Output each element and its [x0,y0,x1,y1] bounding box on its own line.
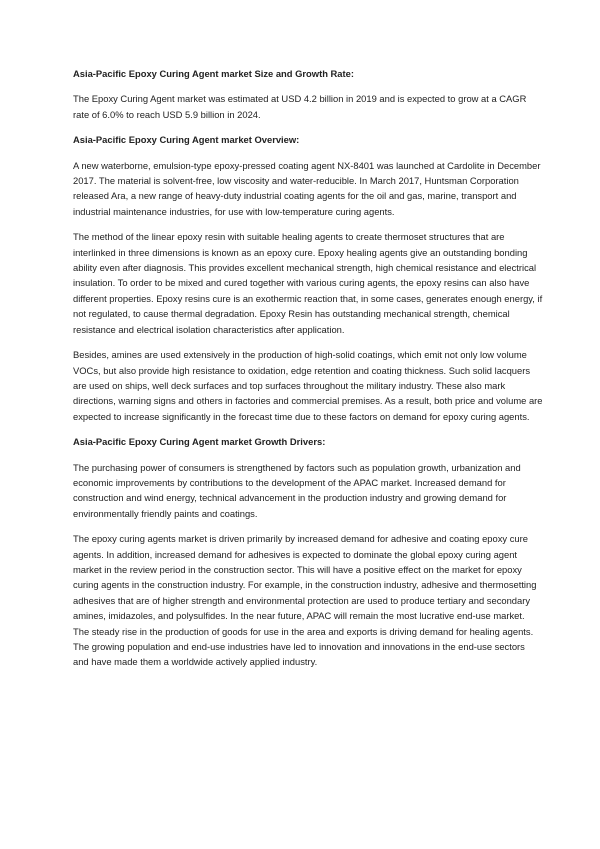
section-heading: Asia-Pacific Epoxy Curing Agent market Growth Drivers: [73,436,326,448]
paragraph: The purchasing power of consumers is strengthened by factors such as population growth, urbanization and economic improvements by contributions to the development of the APAC market. Increased demand for construction and wind energy, technical advancement in the production industry and growing demand for environmentally friendly paints and coatings. [73,461,521,519]
section-heading: Asia-Pacific Epoxy Curing Agent market Overview: [73,134,300,146]
document-page [73,66,543,680]
paragraph: The Epoxy Curing Agent market was estimated at USD 4.2 billion in 2019 and is expected to grow at a CAGR rate of 6.0% to reach USD 5.9 billion in 2024. [73,93,527,120]
section-growth-drivers [73,434,543,670]
paragraph: The epoxy curing agents market is driven primarily by increased demand for adhesive and coating epoxy cure agents. In addition, increased demand for adhesives is expected to dominate the global epoxy curing agent market in the review period in the construction sector. This will have a positive effect on the market for epoxy curing agents in the construction industry. For example, in the construction industry, adhesive and thermosetting adhesives that are of higher strength and environmental protection are used to produce tertiary and secondary amines, imidazoles, and polysulfides. In the near future, APAC will remain the most lucrative end-use market. The steady rise in the production of goods for use in the area and exports is driving demand for healing agents. The growing population and end-use industries have led to innovation and innovations in the end-use sectors and have made them a worldwide actively applied industry. [73,533,537,668]
section-size-growth [73,66,543,122]
paragraph: A new waterborne, emulsion-type epoxy-pressed coating agent NX-8401 was launched at Cardolite in December 2017. The material is solvent-free, low viscosity and water-reducible. In March 2017, Huntsman Corporation released Ara, a new range of heavy-duty industrial coating agents for the oil and gas, marine, transport and industrial maintenance industries, for use with low-temperature curing agents. [73,159,541,217]
paragraph: The method of the linear epoxy resin with suitable healing agents to create thermoset structures that are interlinked in three dimensions is known as an epoxy cure. Epoxy healing agents give an outstanding bonding ability even after diagnosis. This provides excellent mechanical strength, high chemical resistance and electrical insulation. To order to be mixed and cured together with various curing agents, the epoxy resins can also have different properties. Epoxy resins cure is an exothermic reaction that, in some cases, generates enough energy, if not regulated, to cause thermal degradation. Epoxy Resin has outstanding mechanical strength, chemical resistance and electrical isolation characteristics after application. [73,231,543,335]
section-heading: Asia-Pacific Epoxy Curing Agent market Size and Growth Rate: [73,68,354,79]
section-overview [73,132,543,424]
paragraph: Besides, amines are used extensively in the production of high-solid coatings, which emit not only low volume VOCs, but also provide high resistance to oxidation, edge retention and coating thickness. Such solid lacquers are used on ships, well deck surfaces and top surfaces throughout the military industry. These also mark directions, warning signs and others in factories and commercial premises. As a result, both price and volume are expected to increase significantly in the forecast time due to these factors on demand for epoxy curing agents. [73,349,543,422]
